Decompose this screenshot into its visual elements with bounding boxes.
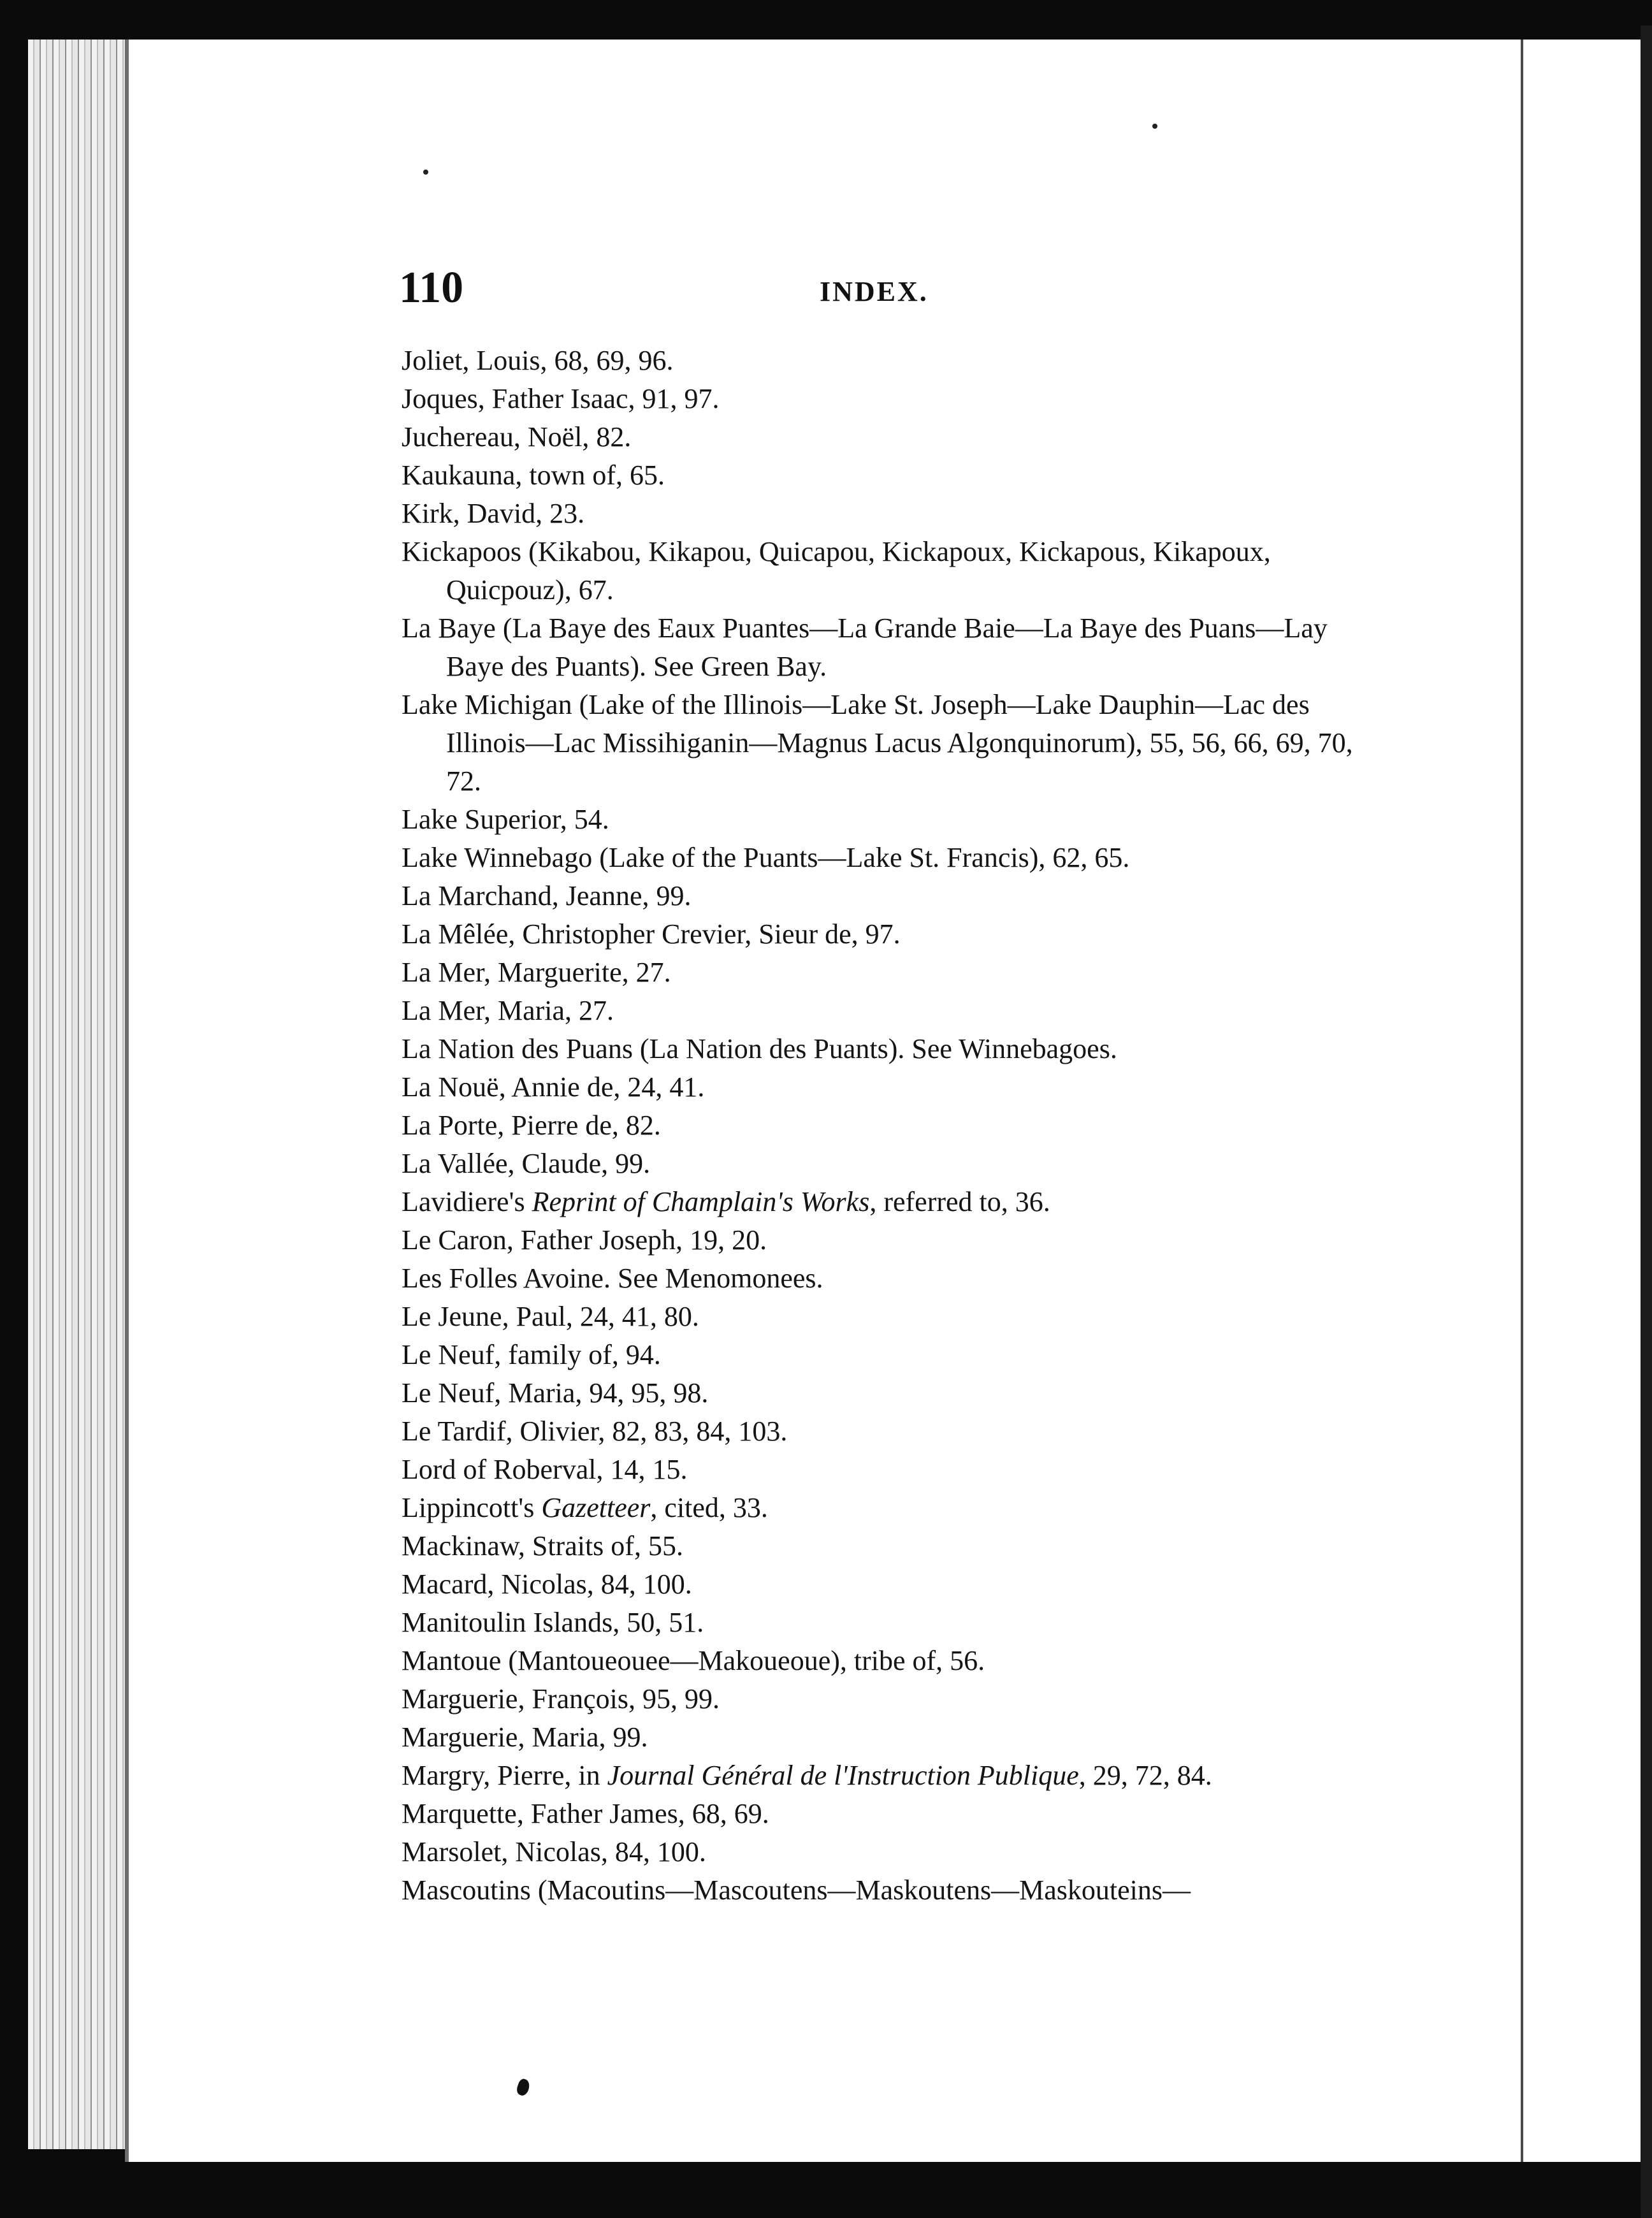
entry-text: , referred to, 36. [869, 1186, 1050, 1217]
index-entry: La Mer, Marguerite, 27. [402, 957, 671, 988]
entry-text: Lavidiere's [402, 1186, 532, 1217]
index-entry: Le Neuf, Maria, 94, 95, 98. [402, 1377, 709, 1409]
index-entry: Lake Michigan (Lake of the Illinois—Lake St. Joseph—Lake Dauphin—Lac des Illinois—Lac Missihiganin—Magnus Lacus Algonquinorum), 55, 56, 66, 69, 70, 72. [402, 689, 1353, 797]
index-entry: Macard, Nicolas, 84, 100. [402, 1569, 692, 1600]
index-entry: Le Tardif, Olivier, 82, 83, 84, 103. [402, 1416, 788, 1447]
index-entry: Kickapoos (Kikabou, Kikapou, Quicapou, Kickapoux, Kickapous, Kikapoux, Quicpouz), 67. [402, 536, 1271, 605]
running-head: INDEX. [820, 276, 929, 307]
index-entry: Mantoue (Mantoueouee—Makoueoue), tribe of, 56. [402, 1645, 985, 1676]
speck-mark [423, 170, 428, 175]
index-entry: Joques, Father Isaac, 91, 97. [402, 383, 720, 414]
index-entry [402, 1489, 1383, 1527]
index-entry: Marsolet, Nicolas, 84, 100. [402, 1836, 706, 1867]
index-entry: Les Folles Avoine. See Menomonees. [402, 1263, 823, 1294]
page-header [399, 263, 960, 314]
book-page-edges [28, 40, 130, 2149]
index-entry: Lake Superior, 54. [402, 804, 609, 835]
entry-title-italic: Gazetteer [541, 1492, 651, 1523]
index-entry: La Nouë, Annie de, 24, 41. [402, 1071, 705, 1103]
index-entry: Le Caron, Father Joseph, 19, 20. [402, 1224, 767, 1256]
index-entry [402, 1183, 1383, 1221]
entry-text: Lippincott's [402, 1492, 542, 1523]
index-entry: Marquette, Father James, 68, 69. [402, 1798, 769, 1829]
scan-border [1641, 25, 1652, 2218]
index-entry [402, 1757, 1383, 1795]
index-entry: Kirk, David, 23. [402, 498, 585, 529]
index-entry: Le Neuf, family of, 94. [402, 1339, 661, 1370]
entry-title-italic: Reprint of Champlain's Works [532, 1186, 870, 1217]
index-entry: La Nation des Puans (La Nation des Puants). See Winnebagoes. [402, 1033, 1117, 1064]
entry-text: , 29, 72, 84. [1078, 1760, 1212, 1791]
entry-text: Margry, Pierre, in [402, 1760, 607, 1791]
index-entry: Mascoutins (Macoutins—Mascoutens—Maskoutens—Maskouteins— [402, 1874, 1191, 1906]
index-entry: La Baye (La Baye des Eaux Puantes—La Grande Baie—La Baye des Puans—Lay Baye des Puants). See Green Bay. [402, 612, 1328, 682]
index-entry: Marguerie, François, 95, 99. [402, 1683, 720, 1714]
index-entry: La Porte, Pierre de, 82. [402, 1110, 661, 1141]
index-entry: Juchereau, Noël, 82. [402, 421, 632, 453]
facing-page-edge [1521, 40, 1652, 2162]
index-entry: Lake Winnebago (Lake of the Puants—Lake St. Francis), 62, 65. [402, 842, 1130, 873]
index-entry: Joliet, Louis, 68, 69, 96. [402, 345, 674, 376]
index-entry: Lord of Roberval, 14, 15. [402, 1454, 688, 1485]
speck-mark [1152, 124, 1157, 129]
index-entry: Le Jeune, Paul, 24, 41, 80. [402, 1301, 699, 1332]
index-entry: Mackinaw, Straits of, 55. [402, 1530, 683, 1562]
entry-title-italic: Journal Général de l'Instruction Publique [607, 1760, 1079, 1791]
index-entry-list [402, 342, 1383, 1910]
index-entry: La Marchand, Jeanne, 99. [402, 880, 692, 911]
index-entry: Kaukauna, town of, 65. [402, 460, 665, 491]
page-number: 110 [399, 263, 464, 312]
entry-text: , cited, 33. [650, 1492, 768, 1523]
index-entry: Marguerie, Maria, 99. [402, 1721, 648, 1753]
index-entry: Manitoulin Islands, 50, 51. [402, 1607, 704, 1638]
index-entry: La Vallée, Claude, 99. [402, 1148, 651, 1179]
index-entry: La Mêlée, Christopher Crevier, Sieur de, 97. [402, 918, 901, 950]
index-entry: La Mer, Maria, 27. [402, 995, 614, 1026]
